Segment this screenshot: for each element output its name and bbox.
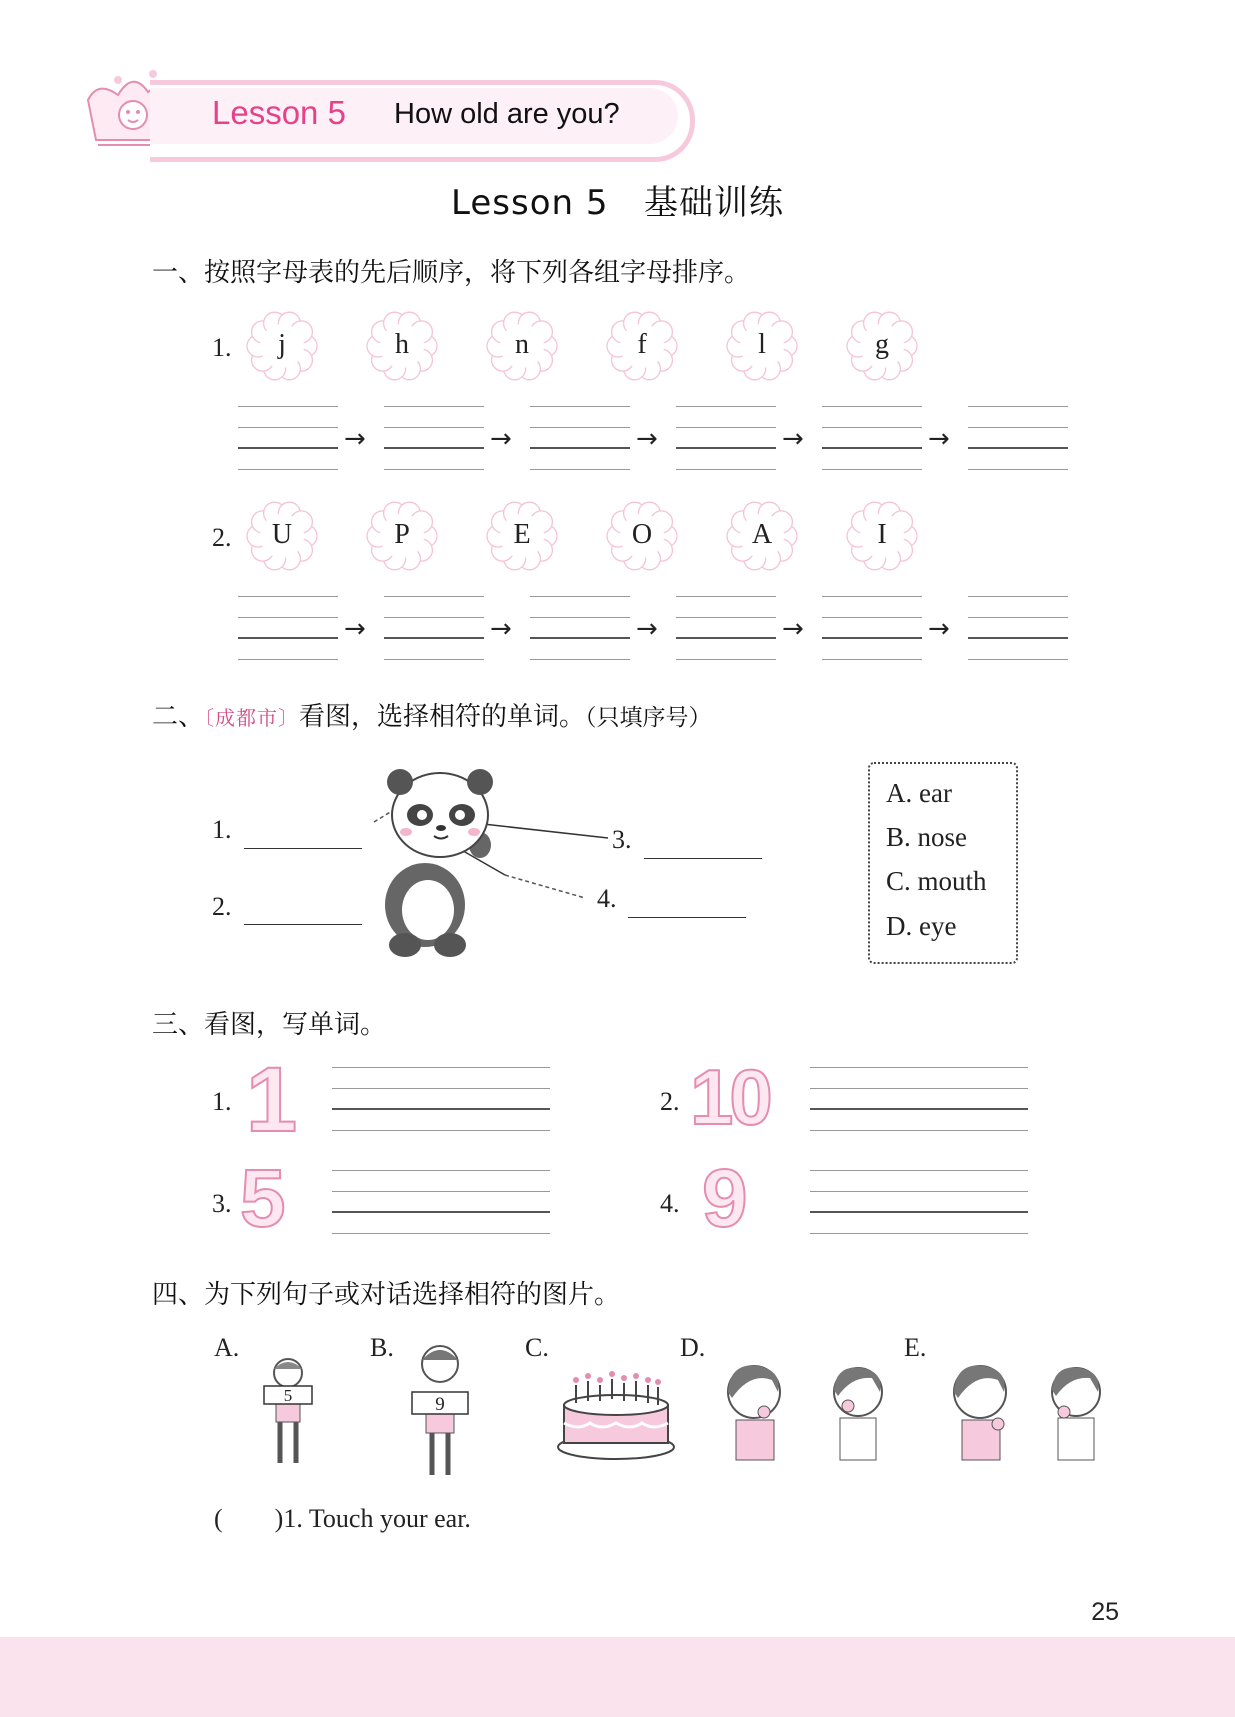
girls-touching-face-picture: [716, 1362, 896, 1462]
writing-grid-2-2[interactable]: [384, 596, 484, 660]
option-d: D. eye: [886, 911, 957, 941]
letter: P: [394, 519, 410, 550]
boy-with-sign-picture: [408, 1340, 472, 1485]
city-tag: 〔成都市〕: [204, 706, 300, 730]
blank-label-1: 1.: [212, 815, 232, 844]
blank-label-4: 4.: [597, 884, 617, 913]
flower-letter-2-4: [604, 498, 680, 574]
lesson-tag: Lesson 5: [212, 94, 346, 131]
order-arrow: →: [782, 614, 804, 644]
writing-grid-1-4[interactable]: [676, 406, 776, 470]
writing-grid-2-6[interactable]: [968, 596, 1068, 660]
page-number: 25: [1091, 1598, 1119, 1626]
writing-grid-2-3[interactable]: [530, 596, 630, 660]
digit-nine: 9: [702, 1153, 748, 1244]
order-arrow: →: [490, 614, 512, 644]
flower-letter-2-5: [724, 498, 800, 574]
answer-blank-3[interactable]: [644, 828, 762, 859]
letter: A: [751, 519, 773, 550]
write-label-1: 1.: [212, 1087, 232, 1116]
flower-letter-2-3: [484, 498, 560, 574]
letter: h: [395, 329, 409, 360]
section4-title: 四、为下列句子或对话选择相符的图片。: [152, 1280, 621, 1310]
picture-label-c: C.: [525, 1333, 549, 1362]
write-grid-1[interactable]: [332, 1067, 550, 1131]
flower-letter-1-5: [724, 308, 800, 384]
answer-blank-1[interactable]: [244, 818, 362, 849]
writing-grid-2-1[interactable]: [238, 596, 338, 660]
flower-letter-2-1: [244, 498, 320, 574]
picture-label-a: A.: [214, 1333, 240, 1362]
section1-title: 一、按照字母表的先后顺序，将下列各组字母排序。: [152, 258, 751, 288]
question-1: ( )1. Touch your ear.: [214, 1504, 471, 1533]
writing-grid-2-4[interactable]: [676, 596, 776, 660]
flower-letter-1-1: [244, 308, 320, 384]
girls-touching-ear-picture: [942, 1362, 1122, 1462]
letter: l: [758, 329, 766, 360]
cake-illustration: [556, 1365, 676, 1461]
order-arrow: →: [928, 614, 950, 644]
write-label-4: 4.: [660, 1189, 680, 1218]
flower-letter-1-2: [364, 308, 440, 384]
option-a: A. ear: [886, 778, 952, 808]
flower-letter-1-4: [604, 308, 680, 384]
letter: n: [515, 329, 529, 360]
flower-letter-2-2: [364, 498, 440, 574]
picture-label-d: D.: [680, 1333, 706, 1362]
writing-grid-1-6[interactable]: [968, 406, 1068, 470]
write-label-2: 2.: [660, 1087, 680, 1116]
digit-one: 1: [246, 1049, 298, 1151]
letter: O: [631, 519, 653, 550]
letter: j: [278, 329, 286, 360]
letter: U: [271, 519, 293, 550]
writing-grid-1-5[interactable]: [822, 406, 922, 470]
section2-note: （只填序号）: [585, 705, 712, 731]
flower-letter-2-6: [844, 498, 920, 574]
order-arrow: →: [636, 614, 658, 644]
sign-b-text: 9: [435, 1394, 445, 1415]
order-arrow: →: [344, 424, 366, 454]
order-arrow: →: [636, 424, 658, 454]
order-arrow: →: [928, 424, 950, 454]
write-grid-3[interactable]: [332, 1170, 550, 1234]
section2-title-text: 看图，选择相符的单词。: [299, 702, 586, 732]
writing-grid-2-5[interactable]: [822, 596, 922, 660]
letter: g: [875, 329, 889, 360]
picture-label-e: E.: [904, 1333, 927, 1362]
write-grid-4[interactable]: [810, 1170, 1028, 1234]
lesson-title: How old are you?: [394, 98, 620, 130]
flower-letter-1-3: [484, 308, 560, 384]
row1-number: 1.: [212, 333, 232, 362]
write-label-3: 3.: [212, 1189, 232, 1218]
letter: f: [637, 329, 647, 360]
answer-blank-4[interactable]: [628, 887, 746, 918]
section2-prefix: 二、: [152, 702, 205, 732]
picture-label-b: B.: [370, 1333, 394, 1362]
digit-five: 5: [240, 1153, 286, 1244]
answer-blank-2[interactable]: [244, 894, 362, 925]
option-b: B. nose: [886, 822, 967, 852]
order-arrow: →: [782, 424, 804, 454]
write-grid-2[interactable]: [810, 1067, 1028, 1131]
blank-label-2: 2.: [212, 892, 232, 921]
writing-grid-1-2[interactable]: [384, 406, 484, 470]
section3-title: 三、看图，写单词。: [152, 1010, 387, 1040]
girl-with-sign-picture: [258, 1355, 318, 1475]
page-title: Lesson 5 基础训练: [451, 183, 784, 223]
digit-ten: 10: [690, 1053, 769, 1141]
letter: I: [877, 519, 887, 550]
section2-title: [152, 696, 712, 733]
blank-label-3: 3.: [612, 825, 632, 854]
flower-letter-1-6: [844, 308, 920, 384]
panda-illustration: [370, 760, 610, 960]
order-arrow: →: [490, 424, 512, 454]
writing-grid-1-1[interactable]: [238, 406, 338, 470]
row2-number: 2.: [212, 523, 232, 552]
order-arrow: →: [344, 614, 366, 644]
sign-a-text: 5: [283, 1386, 293, 1405]
writing-grid-1-3[interactable]: [530, 406, 630, 470]
bottom-band: [0, 1637, 1235, 1717]
letter: E: [513, 519, 531, 550]
option-c: C. mouth: [886, 866, 987, 896]
